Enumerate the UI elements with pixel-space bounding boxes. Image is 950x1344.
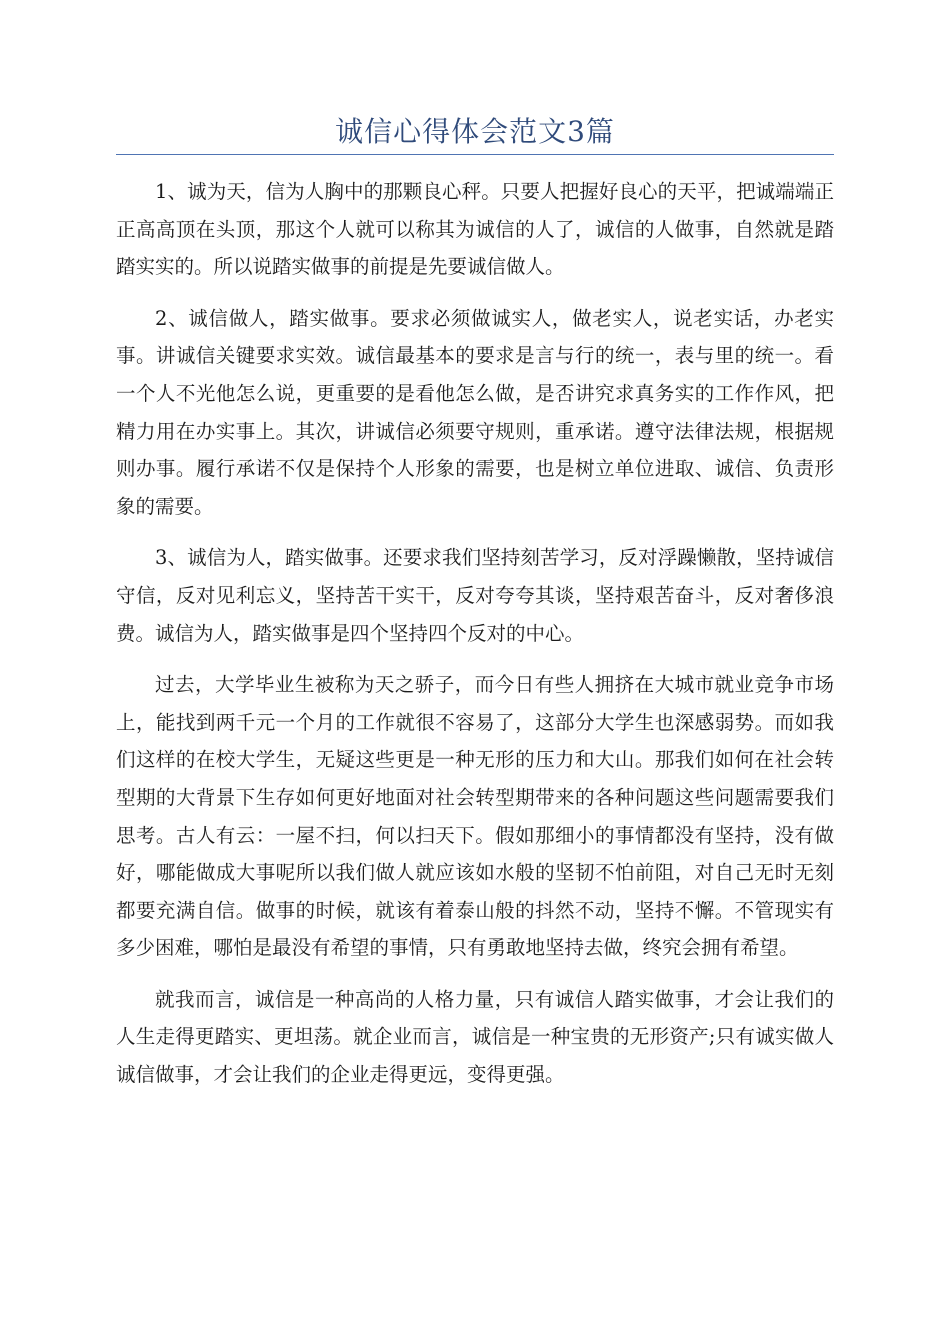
- paragraph-5: 就我而言，诚信是一种高尚的人格力量，只有诚信人踏实做事，才会让我们的人生走得更踏实、更坦荡。就企业而言，诚信是一种宝贵的无形资产;只有诚实做人诚信做事，才会让我们的企业走得更远，变得更强。: [116, 987, 834, 1087]
- paragraph-2: 2、诚信做人，踏实做事。要求必须做诚实人，做老实人，说老实话，办老实事。讲诚信关键要求实效。诚信最基本的要求是言与行的统一，表与里的统一。看一个人不光他怎么说，更重要的是看他怎么做，是否讲究求真务实的工作作风，把精力用在办实事上。其次，讲诚信必须要守规则，重承诺。遵守法律法规，根据规则办事。履行承诺不仅是保持个人形象的需要，也是树立单位进取、诚信、负责形象的需要。: [116, 306, 834, 518]
- paragraph-3: 3、诚信为人，踏实做事。还要求我们坚持刻苦学习，反对浮躁懒散，坚持诚信守信，反对见利忘义，坚持苦干实干，反对夸夸其谈，坚持艰苦奋斗，反对奢侈浪费。诚信为人，踏实做事是四个坚持四个反对的中心。: [116, 546, 834, 645]
- document-title: 诚信心得体会范文3篇: [335, 115, 615, 148]
- title-underline: [116, 154, 834, 155]
- paragraph-4: 过去，大学毕业生被称为天之骄子，而今日有些人拥挤在大城市就业竞争市场上，能找到两千元一个月的工作就很不容易了，这部分大学生也深感弱势。而如我们这样的在校大学生，无疑这些更是一种无形的压力和大山。那我们如何在社会转型期的大背景下生存如何更好地面对社会转型期带来的各种问题这些问题需要我们思考。古人有云：一屋不扫，何以扫天下。假如那细小的事情都没有坚持，没有做好，哪能做成大事呢所以我们做人就应该如水般的坚韧不怕前阻，对自己无时无刻都要充满自信。做事的时候，就该有着泰山般的抖然不动，坚持不懈。不管现实有多少困难，哪怕是最没有希望的事情，只有勇敢地坚持去做，终究会拥有希望。: [116, 673, 834, 960]
- document-body: [116, 173, 834, 1108]
- paragraph-1: 1、诚为天，信为人胸中的那颗良心秤。只要人把握好良心的天平，把诚端端正正高高顶在头顶，那这个人就可以称其为诚信的人了，诚信的人做事，自然就是踏踏实实的。所以说踏实做事的前提是先要诚信做人。: [116, 180, 834, 279]
